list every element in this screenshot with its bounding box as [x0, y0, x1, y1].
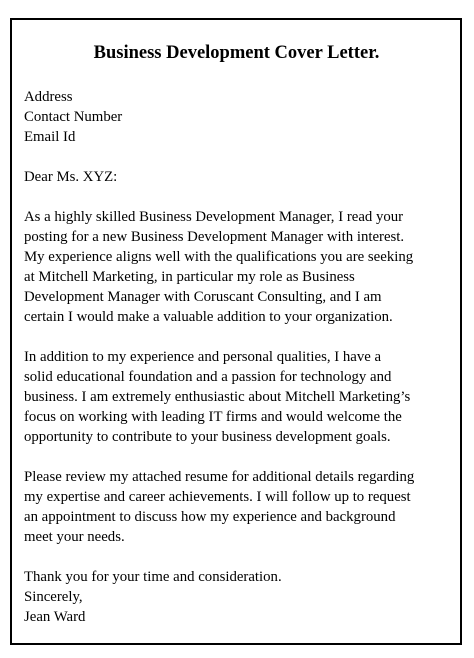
paragraph-line: meet your needs.: [24, 529, 125, 545]
paragraph-line: focus on working with leading IT firms and would welcome the: [24, 409, 402, 425]
paragraph-line: opportunity to contribute to your business development goals.: [24, 429, 391, 445]
paragraph-line: posting for a new Business Development Manager with interest.: [24, 229, 405, 245]
email-line: Email Id: [24, 129, 76, 145]
contact-number-line: Contact Number: [24, 109, 123, 125]
paragraph-line: As a highly skilled Business Development Manager, I read your: [24, 209, 404, 225]
paragraph-1: [24, 207, 449, 327]
paragraph-3: [24, 467, 449, 547]
paragraph-line: business. I am extremely enthusiastic about Mitchell Marketing’s: [24, 389, 411, 405]
paragraph-line: My experience aligns well with the qualifications you are seeking: [24, 249, 414, 265]
paragraph-line: In addition to my experience and personal qualities, I have a: [24, 349, 382, 365]
paragraph-line: solid educational foundation and a passion for technology and: [24, 369, 392, 385]
thanks-line: Thank you for your time and consideration.: [24, 569, 282, 585]
paragraph-line: my expertise and career achievements. I will follow up to request: [24, 489, 411, 505]
cover-letter: [24, 42, 449, 627]
paragraph-line: at Mitchell Marketing, in particular my role as Business: [24, 269, 355, 285]
closing-block: [24, 567, 449, 627]
signature-name: Jean Ward: [24, 609, 86, 625]
paragraph-line: an appointment to discuss how my experience and background: [24, 509, 396, 525]
paragraph-line: Please review my attached resume for additional details regarding: [24, 469, 415, 485]
letter-title: Business Development Cover Letter.: [93, 43, 380, 63]
paragraph-2: [24, 347, 449, 447]
contact-block: [24, 87, 449, 147]
paragraph-line: certain I would make a valuable addition to your organization.: [24, 309, 393, 325]
signoff-line: Sincerely,: [24, 589, 83, 605]
address-line: Address: [24, 89, 73, 105]
salutation: Dear Ms. XYZ:: [24, 169, 118, 185]
paragraph-line: Development Manager with Coruscant Consulting, and I am: [24, 289, 382, 305]
